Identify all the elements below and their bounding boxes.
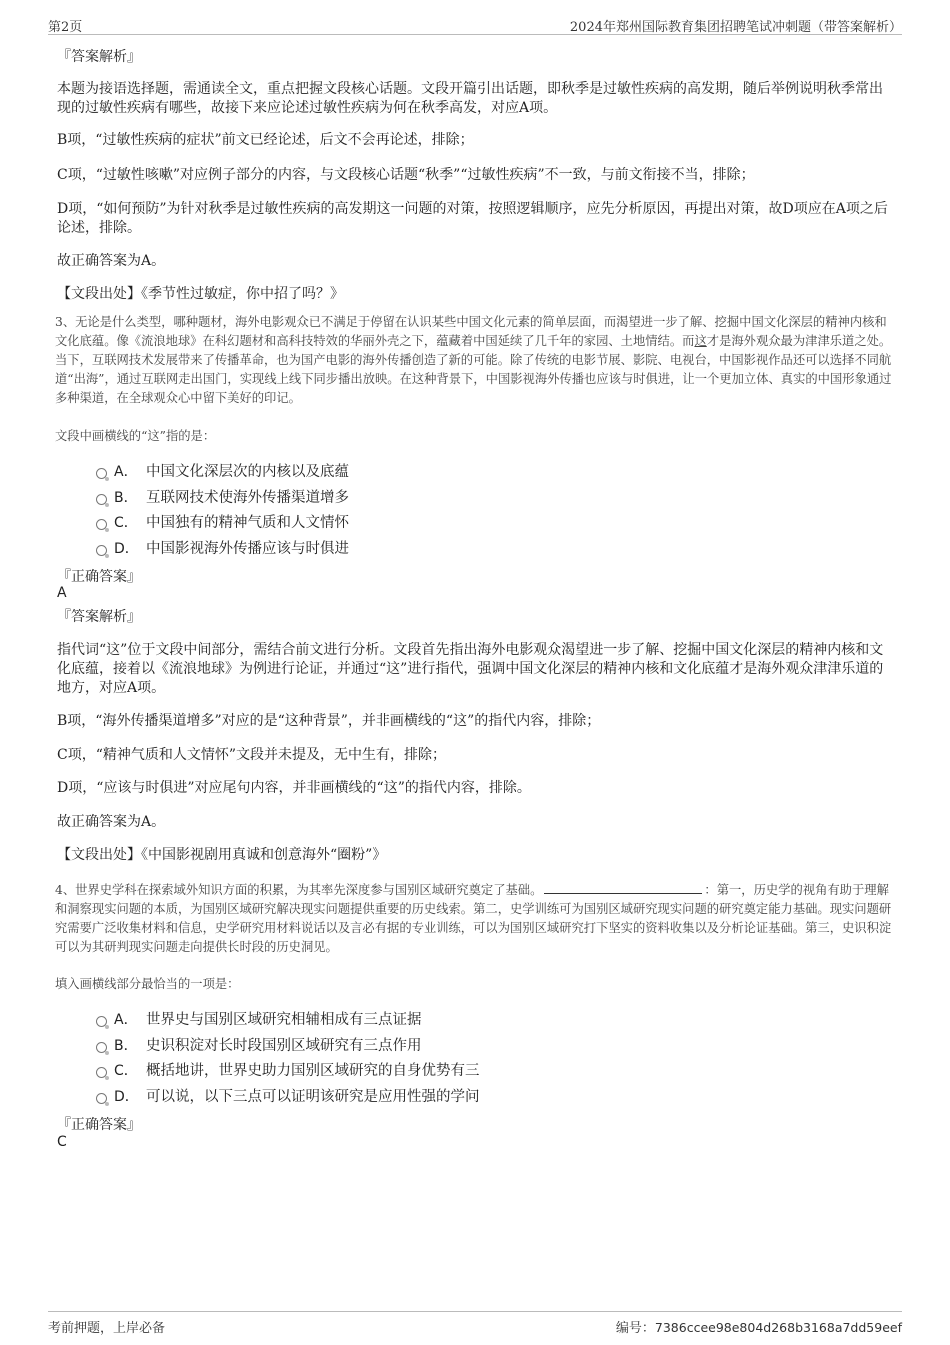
option-text: 可以说，以下三点可以证明该研究是应用性强的学问 [146, 1089, 480, 1105]
code-label: 编号： [615, 1321, 655, 1336]
q3-passage-after: 才是海外观众最为津津乐道之处。当下，互联网技术发展带来了传播革命，也为国产电影的海外传播创造了新的可能。除了传统的电影节展、影院、电视台，中国影视作品还可以选择不同航道“出海”，通过互联网走出国门，实现线上线下同步播出放映。在这种背景下，中国影视海外传播也应该与时俱进，让一个更加立体、真实的中国形象通过多种渠道，在全球观众心中留下美好的印记。 [55, 334, 892, 405]
option-letter: B． [114, 1038, 138, 1054]
radio-icon[interactable] [96, 494, 107, 505]
document-code [616, 1317, 902, 1336]
radio-icon[interactable] [96, 1016, 107, 1027]
q3-answer-heading: 『正确答案』 [57, 569, 141, 585]
page-footer [48, 1311, 902, 1338]
q2-analysis-intro: 本题为接语选择题，需通读全文，重点把握文段核心话题。文段开篇引出话题，即秋季是过敏性疾病的高发期，随后举例说明秋季常出现的过敏性疾病有哪些，故接下来应论述过敏性疾病为何在秋季高发，对应A项。 [57, 81, 883, 116]
q4-answer-heading: 『正确答案』 [57, 1117, 141, 1133]
page-number: 第2页 [48, 20, 83, 35]
option-text: 中国文化深层次的内核以及底蕴 [146, 464, 349, 480]
q3-answer: A [57, 585, 67, 601]
q2-analysis-heading: 『答案解析』 [57, 49, 141, 65]
q3-question: 文段中画横线的“这”指的是： [55, 429, 216, 443]
q2-source: 【文段出处】《季节性过敏症，你中招了吗？》 [57, 286, 344, 302]
fill-in-blank [544, 881, 702, 894]
q4-passage-before: 4、世界史学科在探索域外知识方面的积累，为其率先深度参与国别区域研究奠定了基础。 [55, 883, 543, 897]
option-letter: D． [114, 1089, 139, 1105]
radio-icon[interactable] [96, 1042, 107, 1053]
q3-analysis-b: B项，“海外传播渠道增多”对应的是“这种背景”，并非画横线的“这”的指代内容，排除； [57, 713, 601, 729]
q2-analysis-c: C项，“过敏性咳嗽”对应例子部分的内容，与文段核心话题“秋季”“过敏性疾病”不一致，与前文衔接不当，排除； [57, 167, 755, 183]
q3-source: 【文段出处】《中国影视剧用真诚和创意海外“圈粉”》 [57, 847, 387, 863]
q2-analysis-d: D项，“如何预防”为针对秋季是过敏性疾病的高发期这一问题的对策，按照逻辑顺序，应先分析原因，再提出对策，故D项应在A项之后论述，排除。 [57, 201, 888, 236]
radio-icon[interactable] [96, 468, 107, 479]
radio-icon[interactable] [96, 519, 107, 530]
option-letter: D． [114, 541, 139, 557]
q4-question: 填入画横线部分最恰当的一项是： [55, 977, 240, 991]
footer-slogan: 考前押题，上岸必备 [48, 1321, 166, 1336]
radio-icon[interactable] [96, 1093, 107, 1104]
option-letter: C． [114, 515, 138, 531]
q2-analysis-b: B项，“过敏性疾病的症状”前文已经论述，后文不会再论述，排除； [57, 132, 474, 148]
option-text: 世界史与国别区域研究相辅相成有三点证据 [146, 1012, 422, 1028]
option-text: 中国独有的精神气质和人文情怀 [146, 515, 349, 531]
option-text: 中国影视海外传播应该与时俱进 [146, 541, 349, 557]
q3-analysis-d: D项，“应该与时俱进”对应尾句内容，并非画横线的“这”的指代内容，排除。 [57, 780, 531, 796]
q3-analysis-intro: 指代词“这”位于文段中间部分，需结合前文进行分析。文段首先指出海外电影观众渴望进一步了解、挖掘中国文化深层的精神内核和文化底蕴，接着以《流浪地球》为例进行论证，并通过“这”进行指代，强调中国文化深层的精神内核和文化底蕴才是海外观众津津乐道的地方，对应A项。 [57, 642, 884, 696]
document-title: 2024年郑州国际教育集团招聘笔试冲刺题（带答案解析） [569, 20, 902, 35]
page-header [48, 14, 902, 35]
q4-answer: C [57, 1134, 67, 1150]
code-value: 7386ccee98e804d268b3168a7dd59eef [654, 1320, 902, 1335]
option-letter: B． [114, 490, 138, 506]
q3-passage-before: 3、无论是什么类型，哪种题材，海外电影观众已不满足于停留在认识某些中国文化元素的简单层面，而渴望进一步了解、挖掘中国文化深层的精神内核和文化底蕴。像《流浪地球》在科幻题材和高科技特效的华丽外壳之下，蕴藏着中国延续了几千年的家园、土地情结。而 [55, 315, 887, 348]
option-letter: A． [114, 1012, 138, 1028]
q3-analysis-c: C项，“精神气质和人文情怀”文段并未提及，无中生有，排除； [57, 747, 447, 763]
radio-icon[interactable] [96, 1067, 107, 1078]
q3-conclusion: 故正确答案为A。 [57, 814, 166, 830]
q2-conclusion: 故正确答案为A。 [57, 253, 166, 269]
option-text: 概括地讲，世界史助力国别区域研究的自身优势有三 [146, 1063, 480, 1079]
q3-passage [55, 313, 897, 408]
q4-passage-after: ：第一，历史学的视角有助于理解和洞察现实问题的本质，为国别区域研究解决现实问题提供重要的历史线索。第二，史学训练可为国别区域研究现实问题的研究奠定能力基础。现实问题研究需要广泛收集材料和信息，史学研究用材料说话以及言必有据的专业训练，可以为国别区域研究打下坚实的资料收集以及分析论证基础。第三，史识积淀可以为其研判现实问题走向提供长时段的历史洞见。 [55, 883, 892, 954]
radio-icon[interactable] [96, 545, 107, 556]
option-letter: C． [114, 1063, 138, 1079]
option-text: 史识积淀对长时段国别区域研究有三点作用 [146, 1038, 422, 1054]
q3-analysis-heading: 『答案解析』 [57, 609, 141, 625]
q3-underlined-word: 这 [694, 334, 707, 348]
q4-passage [55, 881, 897, 957]
option-letter: A． [114, 464, 138, 480]
option-text: 互联网技术使海外传播渠道增多 [146, 490, 349, 506]
